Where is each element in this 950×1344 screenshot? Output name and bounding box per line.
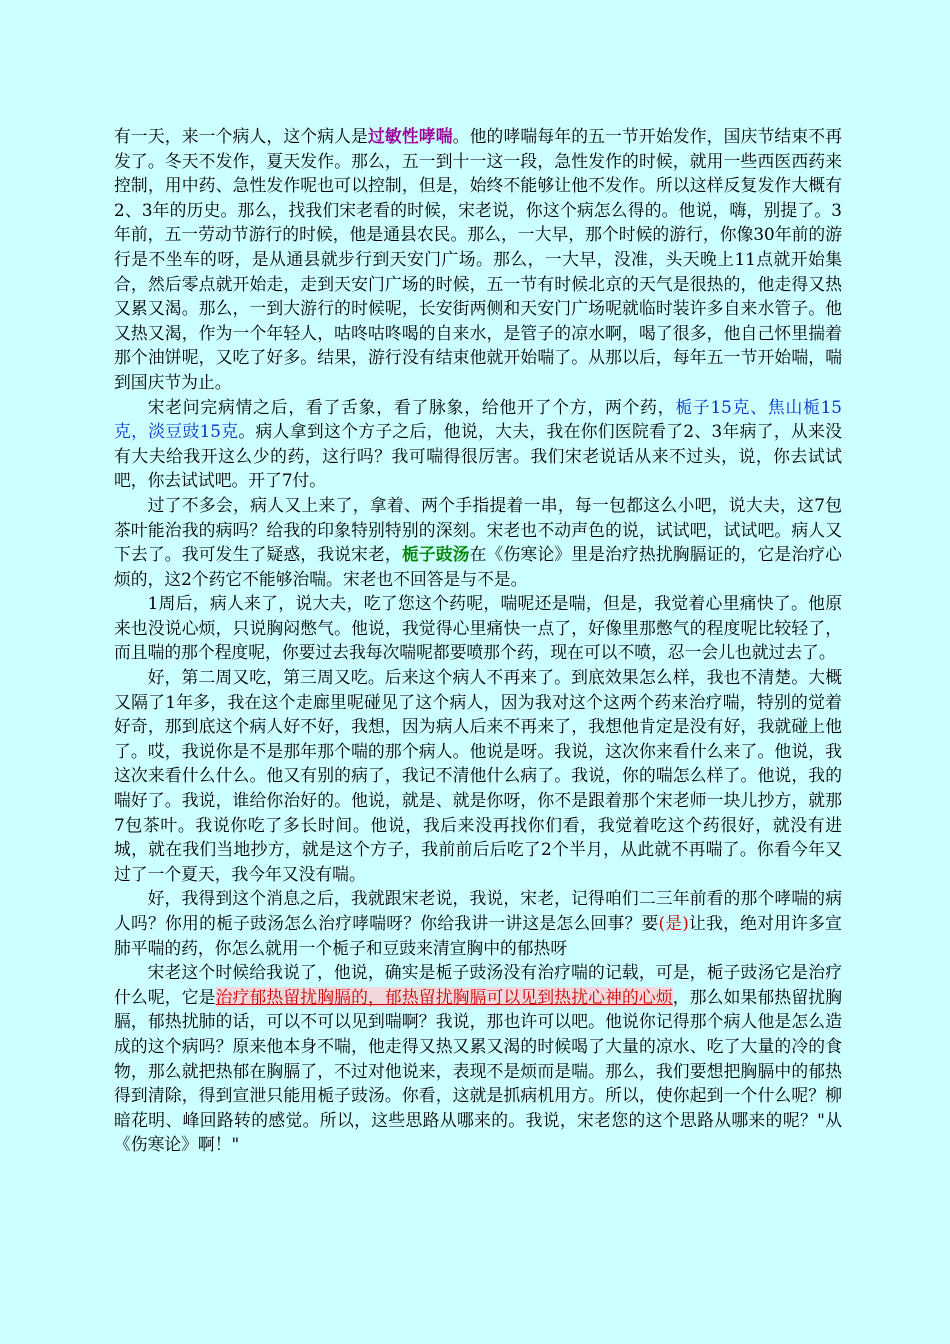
text-segment: 宋老这个时候给我说了，他说，确实是栀子豉汤没有治疗喘的记载，可是，栀子豉汤它是治疗什么呢，它是	[114, 962, 842, 1007]
document-body	[114, 124, 842, 1157]
inserted-word-mark: (是)	[658, 913, 689, 933]
formula-highlight: 栀子豉汤	[401, 544, 470, 565]
text-segment: 宋老问完病情之后，看了舌象，看了脉象，给他开了个方，两个药，	[147, 396, 676, 417]
text-segment: 过了不多会，病人又上来了，拿着、两个手指提着一串，每一包都这么小吧，说大夫，这7包茶叶能治我的病吗？给我的印象特别特别的深刻。宋老也不动声色的说，试试吧，试试吧。病人又下去了。我可发生了疑惑，我说宋老，	[114, 494, 842, 565]
text-segment: 在《伤寒论》里是治疗热扰胸膈证的，它是治疗心烦的，这2个药它不能够治喘。宋老也不回答是与不是。	[114, 544, 842, 589]
text-segment: 让我，绝对用许多宣肺平喘的药，你怎么就用一个栀子和豆豉来清宣胸中的郁热呀	[114, 913, 842, 958]
text-segment: 有一天，来一个病人，这个病人是	[114, 126, 368, 146]
paragraph-5: 好，第二周又吃，第三周又吃。后来这个病人不再来了。到底效果怎么样，我也不清楚。大概又隔了1年多，我在这个走廊里呢碰见了这个病人，因为我对这个这两个药来治疗喘，特别的觉着好奇，那到底这个病人好不好，我想，因为病人后来不再来了，我想他肯定是没有好，我就碰上他了。哎，我说你是不是那年那个喘的那个病人。他说是呀。我说，这次你来看什么来了。他说，我这次来看什么什么。他又有别的病了，我记不清他什么病了。我说，你的喘怎么样了。他说，我的喘好了。我说，谁给你治好的。他说，就是、就是你呀，你不是跟着那个宋老师一块儿抄方，就那7包茶叶。我说你吃了多长时间。他说，我后来没再找你们看，我觉着吃这个药很好，就没有进城，就在我们当地抄方，就是这个方子，我前前后后吃了2个半月，从此就不再喘了。你看今年又过了一个夏天，我今年又没有喘。	[114, 667, 842, 884]
paragraph-1	[114, 124, 842, 395]
text-segment: ，那么如果郁热留扰胸膈，郁热扰肺的话，可以不可以见到喘啊？我说，那也许可以吧。他说你记得那个病人他是怎么造成的这个病吗？原来他本身不喘，他走得又热又累又渴的时候喝了大量的凉水、吃了大量的冷的食物，那么就把热郁在胸膈了，不过对他说来，表现不是烦而是喘。那么，我们要想把胸膈中的郁热得到清除，得到宣泄只能用栀子豉汤。你看，这就是抓病机用方。所以，使你起到一个什么呢？柳暗花明、峰回路转的感觉。所以，这些思路从哪来的。我说，宋老您的这个思路从哪来的呢？"从《伤寒论》啊！"	[114, 986, 842, 1155]
paragraph-6	[114, 886, 842, 960]
paragraph-3	[114, 493, 842, 591]
disease-highlight: 过敏性哮喘	[368, 126, 453, 146]
text-segment: 。病人拿到这个方子之后，他说，大夫，我在你们医院看了2、3年病了，从来没有大夫给我开这么少的药，这行吗？我可喘得很厉害。我们宋老说话从来不过头，说，你去试试吧，你去试试吧。开了7付。	[114, 421, 843, 491]
paragraph-4: 1周后，病人来了，说大夫，吃了您这个药呢，喘呢还是喘，但是，我觉着心里痛快了。他原来也没说心烦，只说胸闷憋气。他说，我觉得心里痛快一点了，好像里那憋气的程度呢比较轻了，而且喘的那个程度呢，你要过去我每次喘呢都要喷那个药，现在可以不喷，忍一会儿也就过去了。	[114, 593, 842, 663]
text-segment: 。他的哮喘每年的五一节开始发作，国庆节结束不再发了。冬天不发作，夏天发作。那么，五一到十一这一段，急性发作的时候，就用一些西医西药来控制，用中药、急性发作呢也可以控制，但是，始终不能够让他不发作。所以这样反复发作大概有2、3年的历史。那么，找我们宋老看的时候，宋老说，你这个病怎么得的。他说，嗨，别提了。3年前，五一劳动节游行的时候，他是通县农民。那么，一大早，那个时候的游行，你像30年前的游行是不坐车的呀，是从通县就步行到天安门广场。那么，一大早，没准，头天晚上11点就开始集合，然后零点就开始走，走到天安门广场的时候，五一节有时候北京的天气是很热的，他走得又热又累又渴。那么，一到大游行的时候呢，长安街两侧和天安门广场呢就临时装许多自来水管子。他又热又渴，作为一个年轻人，咕咚咕咚喝的自来水，是管子的凉水啊，喝了很多，他自己怀里揣着那个油饼呢，又吃了好多。结果，游行没有结束他就开始喘了。从那以后，每年五一节开始喘，喘到国庆节为止。	[114, 126, 842, 392]
highlighted-phrase: 治疗郁热留扰胸膈的，郁热留扰胸膈可以见到热扰心神的心烦	[215, 986, 673, 1007]
prescription-highlight: 栀子15克、焦山栀15克，淡豆豉15克	[114, 396, 842, 442]
paragraph-7	[114, 960, 842, 1157]
paragraph-2	[114, 395, 842, 493]
text-segment: 好，我得到这个消息之后，我就跟宋老说，我说，宋老，记得咱们二三年前看的那个哮喘的病人吗？你用的栀子豉汤怎么治疗哮喘呀？你给我讲一讲这是怎么回事？要	[114, 888, 842, 933]
